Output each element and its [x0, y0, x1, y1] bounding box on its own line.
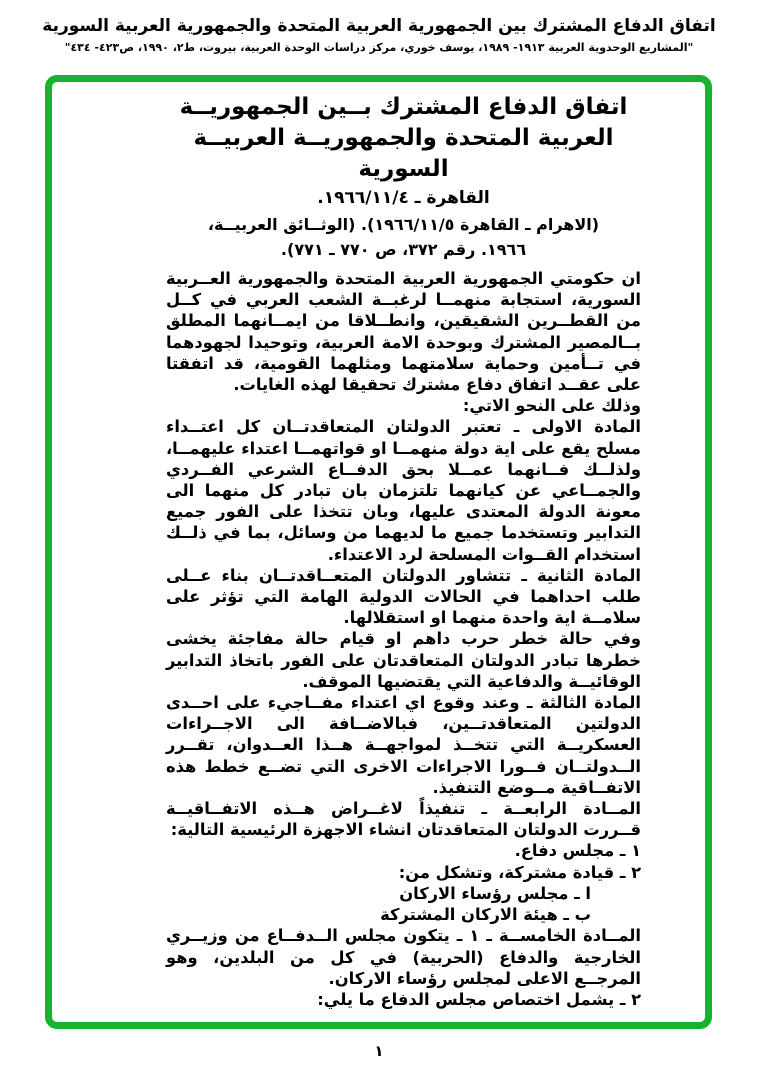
header-citation: "المشاريع الوحدوية العربية ١٩١٣- ١٩٨٩، يوسف خوري، مركز دراسات الوحدة العربية، بيروت، ط٢، ١٩٩٠، ص٤٢٣- ٤٣٤"	[64, 41, 694, 54]
article-label: المــادة الرابعــة	[503, 799, 641, 819]
paragraph: ا ـ مجلس رؤساء الاركان	[399, 883, 591, 903]
document-title-line: العربية المتحدة والجمهوريــة العربيــة	[193, 125, 614, 151]
document-source-citation	[166, 212, 641, 262]
document-date-line: القاهرة ـ ١٩٦٦/١١/٤.	[317, 188, 490, 208]
paragraph: ان حكومتي الجمهورية العربية المتحدة والجمهورية العــربية السورية، استجابة منهمــا لرغبــة الشعب العربي في كــل من القطــرين الشقيقين، وانطــلاقا من ايمــانهما المطلق بــالمصير المشترك وبوحدة الامة العربية، وتوحيدا لجهودهما في تــأمين وحماية سلامتهما ومثلهما القومية، قد اتفقتا على عقــد اتفاق دفاع مشترك تحقيقا لهذه الغايات.	[166, 269, 641, 395]
document-title-line: السورية	[358, 156, 449, 182]
paragraph: ب ـ هيئة الاركان المشتركة	[380, 905, 591, 925]
paragraph: ١ ـ مجلس دفاع.	[514, 841, 641, 861]
document-content	[52, 82, 705, 1022]
article-paragraph: المادة الثانية ـ تتشاور الدولتان المتعــاقدتــان بناء عــلى طلب احداهما في الحالات الدولية الهامة التي تؤثر على سلامــة اية واحدة منهما او استقلالها.	[166, 565, 641, 628]
source-line: ١٩٦٦. رقم ٣٧٢، ص ٧٧٠ ـ ٧٧١).	[280, 240, 527, 259]
article-paragraph: المــادة الرابعــة ـ تنفيذاً لاغــراض هــذه الاتفــاقيــة قــررت الدولتان المتعاقدتان انشاء الاجهزة الرئيسية التالية:	[166, 799, 641, 840]
paragraph: ٢ ـ يشمل اختصاص مجلس الدفاع ما يلي:	[317, 989, 641, 1009]
page-header	[0, 14, 758, 56]
article-paragraph: المادة الاولى ـ تعتبر الدولتان المتعاقدتــان كل اعتــداء مسلح يقع على اية دولة منهمــا او قواتهمــا اعتداء عليهمــا، ولذلــك فــانهما عمــلا بحق الدفــاع الشرعي الفــردي والجمــاعي عن كيانهما تلتزمان بان تبادر كل منهما الى معونة الدولة المعتدى عليها، وبان تتخذا على الفور جميع التدابير وتستخدما جميع ما لديهما من وسائل، بما في ذلــك استخدام القــوات المسلحة لرد الاعتداء.	[166, 417, 641, 564]
document-title-line: اتفاق الدفاع المشترك بــين الجمهوريــة	[179, 94, 628, 120]
article-label: المادة الثالثة	[539, 693, 641, 713]
paragraph: وذلك على النحو الاتي:	[462, 396, 641, 416]
paragraph: ٢ ـ قيادة مشتركة، وتشكل من:	[398, 862, 641, 882]
page-number: ١	[374, 1042, 384, 1060]
article-paragraph: المادة الثالثة ـ وعند وقوع اي اعتداء مفــاجيء على احــدى الدولتين المتعاقدتــين، فبالاضــافة الى الاجــراءات العسكريــة التي تتخــذ لمواجهــة هــذا العــدوان، تقــرر الــدولتــان فــورا الاجراءات الاخرى التي تضــع خطط هذه الاتفــاقية مــوضع التنفيذ.	[166, 693, 641, 797]
document-body	[166, 268, 641, 1010]
green-border-frame	[45, 75, 712, 1029]
article-paragraph: المــادة الخامســة ـ ١ ـ يتكون مجلس الــدفــاع من وزيــري الخارجية والدفاع (الحربية) في كل من البلدين، وهو المرجــع الاعلى لمجلس رؤساء الاركان.	[166, 926, 642, 988]
article-label: المــادة الخامســة	[498, 926, 642, 946]
paragraph: وفي حالة خطر حرب داهم او قيام حالة مفاجئة يخشى خطرها تبادر الدولتان المتعاقدتان على الفور باتخاذ التدابير الوقائيــة والدفاعية التي يقتضيها الموقف.	[166, 629, 641, 691]
document-title	[166, 92, 641, 185]
source-line: (الاهرام ـ القاهرة ١٩٦٦/١١/٥). (الوثــائق العربيــة،	[207, 215, 600, 234]
header-title: اتفاق الدفاع المشترك بين الجمهورية العربية المتحدة والجمهورية العربية السورية	[42, 16, 716, 36]
article-label: المادة الاولى	[531, 417, 641, 437]
article-label: المادة الثانية	[537, 565, 641, 585]
